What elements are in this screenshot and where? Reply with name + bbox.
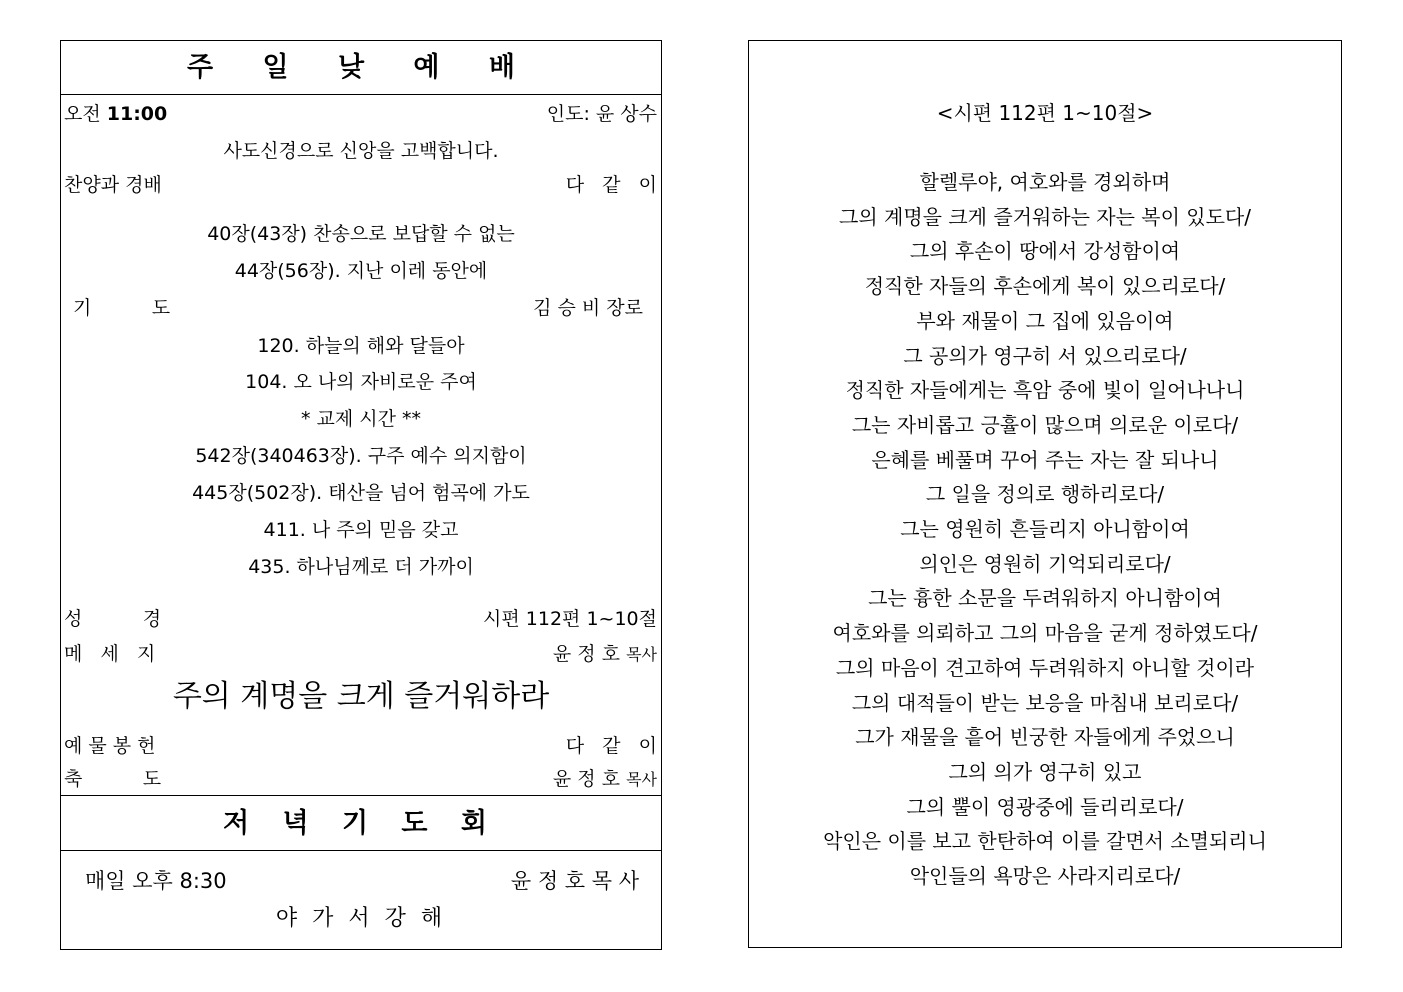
sermon-title: 주의 계명을 크게 즐거워하라	[172, 679, 550, 714]
hymn: 445장(502장). 태산을 넘어 험곡에 가도	[192, 482, 530, 504]
verse-line: 그는 흉한 소문을 두려워하지 아니함이여	[868, 586, 1222, 611]
verse-line: 그는 영원히 흔들리지 아니함이여	[900, 517, 1190, 541]
verse-line: 그는 자비롭고 긍휼이 많으며 의로운 이로다/	[851, 412, 1239, 437]
praise-who: 다 같 이	[565, 174, 657, 196]
time-label: 오전	[64, 103, 107, 125]
hymn: 120. 하늘의 해와 달들아	[257, 335, 465, 357]
verse-line: 그의 뿔이 영광중에 들리리로다/	[906, 794, 1184, 819]
scripture-heading: <시편 112편 1~10절>	[936, 101, 1154, 125]
creed: 사도신경으로 신앙을 고백합니다.	[223, 140, 499, 162]
service-title-box	[61, 41, 661, 95]
verse-line: 의인은 영원히 기억되리로다/	[919, 551, 1171, 576]
offering-label: 예 물 봉 헌	[64, 735, 156, 757]
evening-time: 매일 오후 8:30	[85, 869, 227, 893]
verse-line: 은혜를 베풀며 꾸어 주는 자는 잘 되나니	[871, 447, 1219, 472]
prayer-label: 기 도	[73, 297, 171, 319]
scripture-ref: 시편 112편 1~10절	[483, 608, 657, 630]
hymn: 40장(43장) 찬송으로 보답할 수 없는	[207, 223, 515, 245]
evening-leader: 윤 정 호 목 사	[510, 869, 639, 893]
hymn: 411. 나 주의 믿음 갖고	[263, 519, 459, 541]
verse-line: 여호와를 의뢰하고 그의 마음을 굳게 정하였도다/	[832, 621, 1258, 646]
offering-who: 다 같 이	[565, 735, 657, 757]
verse-line: 악인들의 욕망은 사라지리로다/	[909, 864, 1181, 888]
verse-line: 그의 계명을 크게 즐거워하는 자는 복이 있도다/	[839, 204, 1251, 229]
verse-line: 악인은 이를 보고 한탄하여 이를 갈면서 소멸되리니	[823, 829, 1267, 854]
time-value: 11:00	[106, 103, 168, 125]
fellowship-time: * 교제 시간 **	[300, 408, 422, 430]
preacher-title: 목사	[626, 645, 657, 664]
scripture-label: 성 경	[64, 608, 162, 630]
hymn: 542장(340463장). 구주 예수 의지함이	[195, 445, 527, 467]
verse-line: 그의 대적들이 받는 보응을 마침내 보리로다/	[851, 690, 1239, 715]
verse-line: 정직한 자들에게는 흑암 중에 빛이 일어나나니	[845, 378, 1245, 403]
verse-line: 그 일을 정의로 행하리로다/	[925, 482, 1165, 507]
hymn: 104. 오 나의 자비로운 주여	[245, 371, 477, 393]
hymn: 435. 하나님께로 더 가까이	[248, 556, 474, 578]
evening-book: 야 가 서 강 해	[275, 906, 447, 931]
verse-line: 할렐루야, 여호와를 경외하며	[919, 170, 1171, 194]
verse-line: 그의 후손이 땅에서 강성함이여	[909, 239, 1181, 264]
message-label: 메 세 지	[64, 643, 156, 665]
verse-line: 그의 의가 영구히 있고	[948, 759, 1142, 784]
benediction-label: 축 도	[64, 768, 162, 790]
prayer-who: 김 승 비 장로	[533, 297, 643, 319]
verse-line: 그의 마음이 견고하여 두려워하지 아니할 것이라	[835, 655, 1255, 680]
verse-line: 부와 재물이 그 집에 있음이여	[916, 308, 1174, 333]
praise-label: 찬양과 경배	[64, 174, 162, 196]
verse-line: 그 공의가 영구히 서 있으리로다/	[903, 343, 1187, 368]
service-title: 주 일 낮 예 배	[186, 52, 535, 83]
benediction-name: 윤 정 호	[552, 768, 627, 790]
worship-order-panel	[60, 40, 662, 950]
scripture-panel	[748, 40, 1342, 948]
leader: 인도: 윤 상수	[546, 103, 657, 125]
preacher-name: 윤 정 호	[552, 643, 627, 665]
evening-title: 저 녁 기 도 회	[222, 808, 499, 839]
verse-line: 그가 재물을 흩어 빈궁한 자들에게 주었으니	[855, 725, 1235, 750]
hymn: 44장(56장). 지난 이레 동안에	[234, 260, 488, 282]
verse-line: 정직한 자들의 후손에게 복이 있으리로다/	[864, 274, 1226, 299]
evening-title-box	[61, 795, 661, 851]
benediction-title: 목사	[626, 770, 657, 789]
